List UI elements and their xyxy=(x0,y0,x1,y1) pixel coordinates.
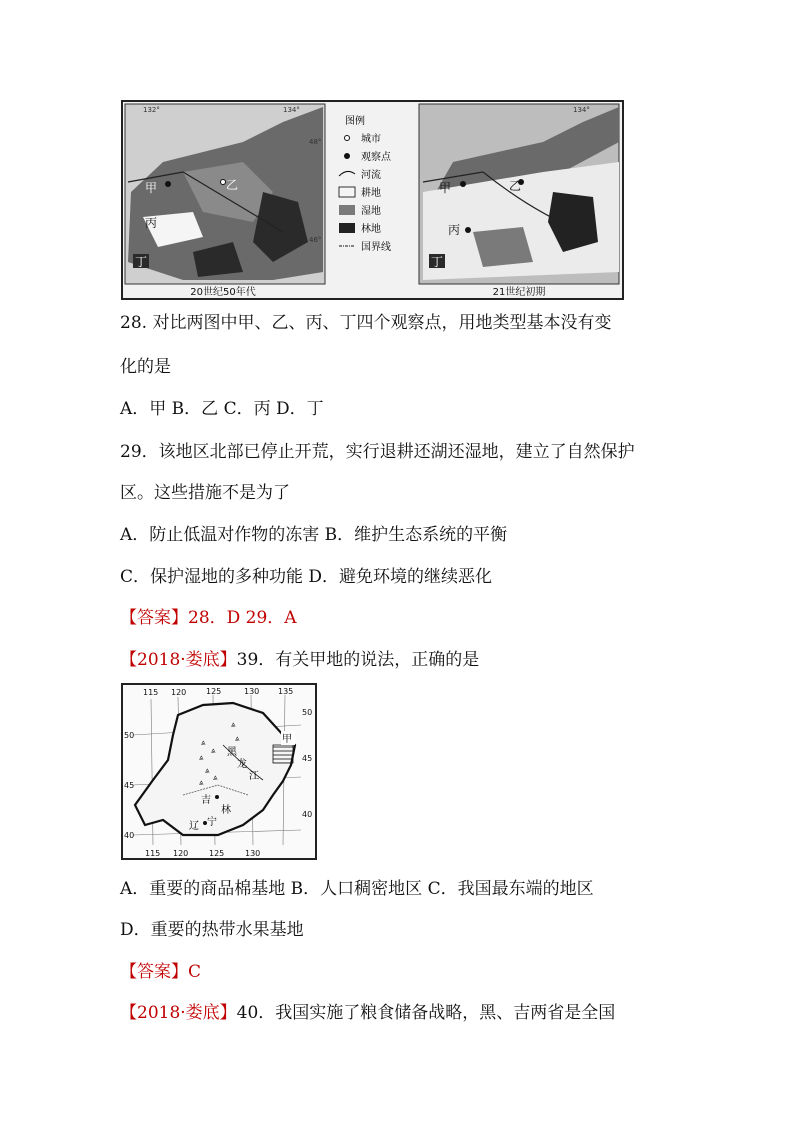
tick-top-130: 130 xyxy=(244,687,260,696)
tick-134-right: 134° xyxy=(573,106,590,114)
svg-text:⩓: ⩓ xyxy=(213,773,218,782)
answer-2-label: 【答案】 xyxy=(120,962,188,982)
label-ding-left: 丁 xyxy=(135,255,148,269)
tick-top-120: 120 xyxy=(171,688,187,697)
answer-2 xyxy=(120,961,201,983)
map-1950s xyxy=(125,104,325,298)
svg-text:⩓: ⩓ xyxy=(235,734,240,743)
legend-forest: 林地 xyxy=(361,224,381,235)
answer-1 xyxy=(120,607,297,629)
tick-bottom-115: 115 xyxy=(145,849,161,858)
label-jia-map2: 甲 xyxy=(282,734,292,745)
tick-top-115: 115 xyxy=(143,688,159,697)
svg-text:⩓: ⩓ xyxy=(199,778,204,787)
q40-source: 【2018·娄底】 xyxy=(120,1003,237,1023)
q29-options-row1: A．防止低温对作物的冻害 B．维护生态系统的平衡 xyxy=(120,525,508,545)
q40-text: 40．我国实施了粮食储备战略，黑、吉两省是全国 xyxy=(236,1003,616,1023)
forest-icon xyxy=(339,223,355,233)
svg-text:⩓: ⩓ xyxy=(199,753,204,762)
q39-text: 39．有关甲地的说法，正确的是 xyxy=(236,650,480,670)
prov-long: 龙 xyxy=(237,759,247,770)
prov-ning: 宁 xyxy=(207,817,217,828)
tick-top-135: 135 xyxy=(278,687,294,696)
legend-obs: 观察点 xyxy=(361,152,391,163)
tick-48-left: 48° xyxy=(309,138,322,146)
q29-options-row2: C．保护湿地的多种功能 D．避免环境的继续恶化 xyxy=(120,567,493,587)
svg-text:⩓: ⩓ xyxy=(211,746,216,755)
q40-line xyxy=(120,1002,615,1024)
q28-line1: 28. 对比两图中甲、乙、丙、丁四个观察点，用地类型基本没有变 xyxy=(120,313,612,333)
map-legend xyxy=(339,114,392,253)
label-yi-left: 乙 xyxy=(226,178,239,192)
answer-1-label: 【答案】 xyxy=(120,608,188,628)
q39-line xyxy=(120,649,479,671)
tick-left-40: 40 xyxy=(124,831,135,840)
legend-wetland: 湿地 xyxy=(361,206,381,217)
wetland-icon xyxy=(339,205,355,215)
q39-options-row2: D．重要的热带水果基地 xyxy=(120,920,304,940)
prov-liao: 辽 xyxy=(189,821,199,832)
tick-right-45: 45 xyxy=(302,754,313,763)
tick-bottom-120: 120 xyxy=(173,849,189,858)
label-jia-right: 甲 xyxy=(439,181,452,195)
farmland-icon xyxy=(339,187,355,197)
caption-2000s: 21世纪初期 xyxy=(492,287,546,298)
tick-bottom-125: 125 xyxy=(209,849,225,858)
city-icon xyxy=(345,136,350,141)
svg-text:⩓: ⩓ xyxy=(205,766,210,775)
prov-hei: 黑 xyxy=(227,747,237,758)
q29-line1: 29．该地区北部已停止开荒，实行退耕还湖还湿地，建立了自然保护 xyxy=(120,442,635,462)
legend-river: 河流 xyxy=(361,170,381,181)
label-ding-right: 丁 xyxy=(431,255,444,269)
map-2000s xyxy=(419,104,619,298)
river-icon xyxy=(339,171,355,176)
wetland-map-svg xyxy=(123,102,622,298)
prov-lin: 林 xyxy=(221,805,231,816)
legend-title: 图例 xyxy=(345,116,365,127)
tick-right-50: 50 xyxy=(302,708,313,717)
northeast-map-svg xyxy=(123,685,315,858)
q29-line2: 区。这些措施不是为了 xyxy=(120,483,290,503)
tick-bottom-130: 130 xyxy=(245,849,261,858)
northeast-map-figure xyxy=(121,683,317,860)
answer-2-value: C xyxy=(188,962,202,982)
tick-132-left: 132° xyxy=(143,106,160,114)
observation-point-icon xyxy=(344,153,350,159)
label-jia-left: 甲 xyxy=(145,181,158,195)
legend-border: 国界线 xyxy=(361,242,391,253)
q28-options: A．甲 B．乙 C．丙 D．丁 xyxy=(120,399,324,419)
legend-farm: 耕地 xyxy=(361,188,381,199)
label-bing-left: 丙 xyxy=(145,216,158,230)
q39-options-row1: A．重要的商品棉基地 B．人口稠密地区 C．我国最东端的地区 xyxy=(120,879,594,899)
label-yi-right: 乙 xyxy=(509,179,522,193)
caption-1950s: 20世纪50年代 xyxy=(190,287,256,298)
tick-top-125: 125 xyxy=(206,687,222,696)
answer-1-value: 28．D 29．A xyxy=(188,608,297,628)
tick-134-left: 134° xyxy=(283,106,300,114)
tick-left-50: 50 xyxy=(124,731,135,740)
q28-line2: 化的是 xyxy=(120,357,171,377)
label-bing-right: 丙 xyxy=(448,223,461,237)
prov-jiang: 江 xyxy=(249,771,259,782)
tick-46-left: 46° xyxy=(309,236,322,244)
q39-source: 【2018·娄底】 xyxy=(120,650,237,670)
legend-city: 城市 xyxy=(361,134,381,145)
tick-left-45: 45 xyxy=(124,781,135,790)
svg-text:⩓: ⩓ xyxy=(231,720,236,729)
prov-ji: 吉 xyxy=(201,795,211,806)
tick-right-40: 40 xyxy=(302,810,313,819)
svg-text:⩓: ⩓ xyxy=(201,738,206,747)
wetland-map-figure xyxy=(121,100,624,300)
